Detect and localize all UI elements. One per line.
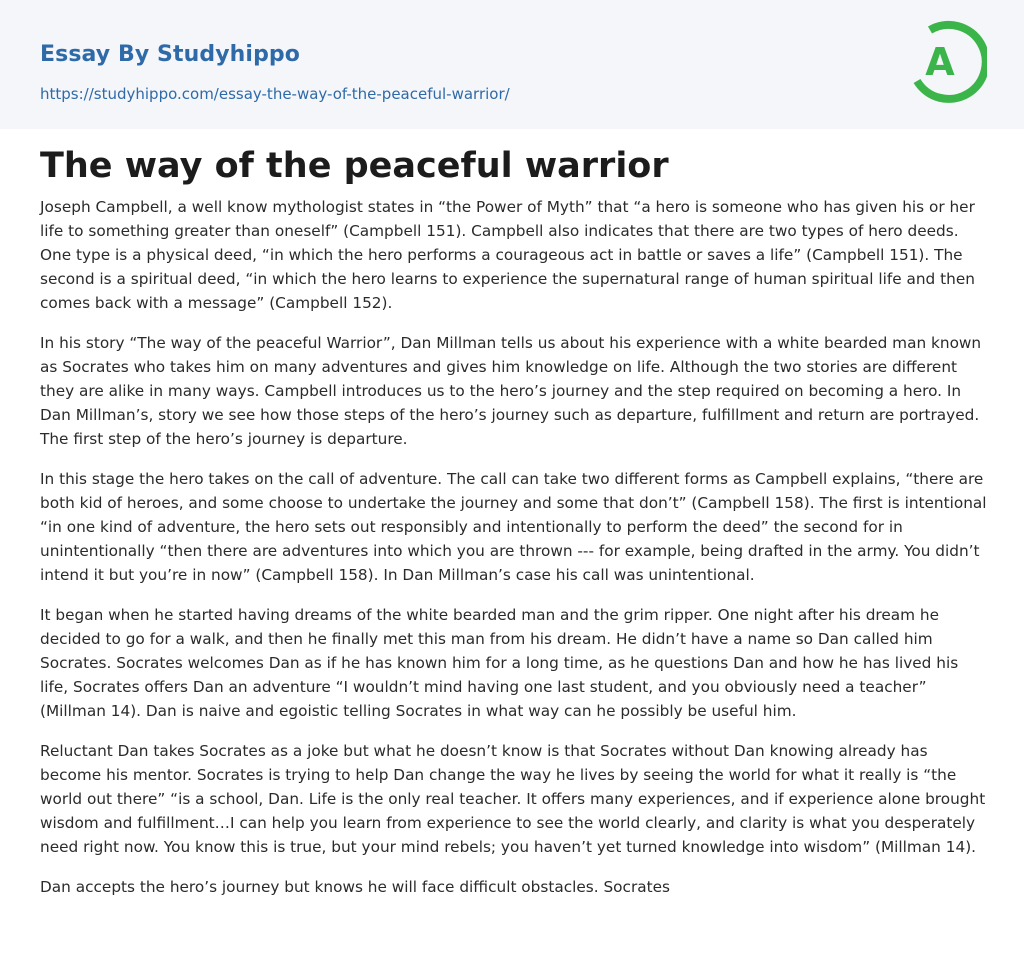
essay-paragraph: It began when he started having dreams of the white bearded man and the grim ripper. One night after his dream he decided to go for a walk, and then he finally met this man from his dream. He didn’t have a name so Dan called him Socrates. Socrates welcomes Dan as if he has known him for a long time, as he questions Dan and how he has lived his life, Socrates offers Dan an adventure “I wouldn’t mind having one last student, and you obviously need a teacher” (Millman 14). Dan is naive and egoistic telling Socrates in what way can he possibly be useful him. [40,606,959,720]
essay-paragraph: In his story “The way of the peaceful Warrior”, Dan Millman tells us about his experience with a white bearded man known as Socrates who takes him on many adventures and gives him knowledge on life. Although the two stories are different they are alike in many ways. Campbell introduces us to the hero’s journey and the step required on becoming a hero. In Dan Millman’s, story we see how those steps of the hero’s journey such as departure, fulfillment and return are portrayed. The first step of the hero’s journey is departure. [40,334,982,448]
essay-url-link[interactable]: https://studyhippo.com/essay-the-way-of-the-peaceful-warrior/ [40,85,510,103]
essay-paragraph: Dan accepts the hero’s journey but knows he will face difficult obstacles. Socrates [40,878,670,896]
studyhippo-logo-icon[interactable] [913,19,987,105]
site-header [0,0,1024,129]
essay-paragraph: In this stage the hero takes on the call of adventure. The call can take two different forms as Campbell explains, “there are both kid of heroes, and some choose to undertake the journey and some that don’t” (Campbell 158). The first is intentional “in one kind of adventure, the hero sets out responsibly and intentionally to perform the deed” the second for in unintentionally “then there are adventures into which you are thrown --- for example, being drafted in the army. You didn’t intend it but you’re in now” (Campbell 158). In Dan Millman’s case his call was unintentional. [40,470,987,584]
essay-body [40,195,988,915]
logo-letter: A [925,40,955,84]
essay-paragraph: Joseph Campbell, a well know mythologist states in “the Power of Myth” that “a hero is someone who has given his or her life to something greater than oneself” (Campbell 151). Campbell also indicates that there are two types of hero deeds. One type is a physical deed, “in which the hero performs a courageous act in battle or saves a life” (Campbell 151). The second is a spiritual deed, “in which the hero learns to experience the supernatural range of human spiritual life and then comes back with a message” (Campbell 152). [40,198,975,312]
essay-paragraph: Reluctant Dan takes Socrates as a joke but what he doesn’t know is that Socrates without Dan knowing already has become his mentor. Socrates is trying to help Dan change the way he lives by seeing the world for what it really is “the world out there” “is a school, Dan. Life is the only real teacher. It offers many experiences, and if experience alone brought wisdom and fulfillment…I can help you learn from experience to see the world clearly, and clarity is what you desperately need right now. You know this is true, but your mind rebels; you haven’t yet turned knowledge into wisdom” (Millman 14). [40,742,986,856]
brand-title[interactable]: Essay By Studyhippo [40,42,300,67]
page-title: The way of the peaceful warrior [40,146,669,186]
